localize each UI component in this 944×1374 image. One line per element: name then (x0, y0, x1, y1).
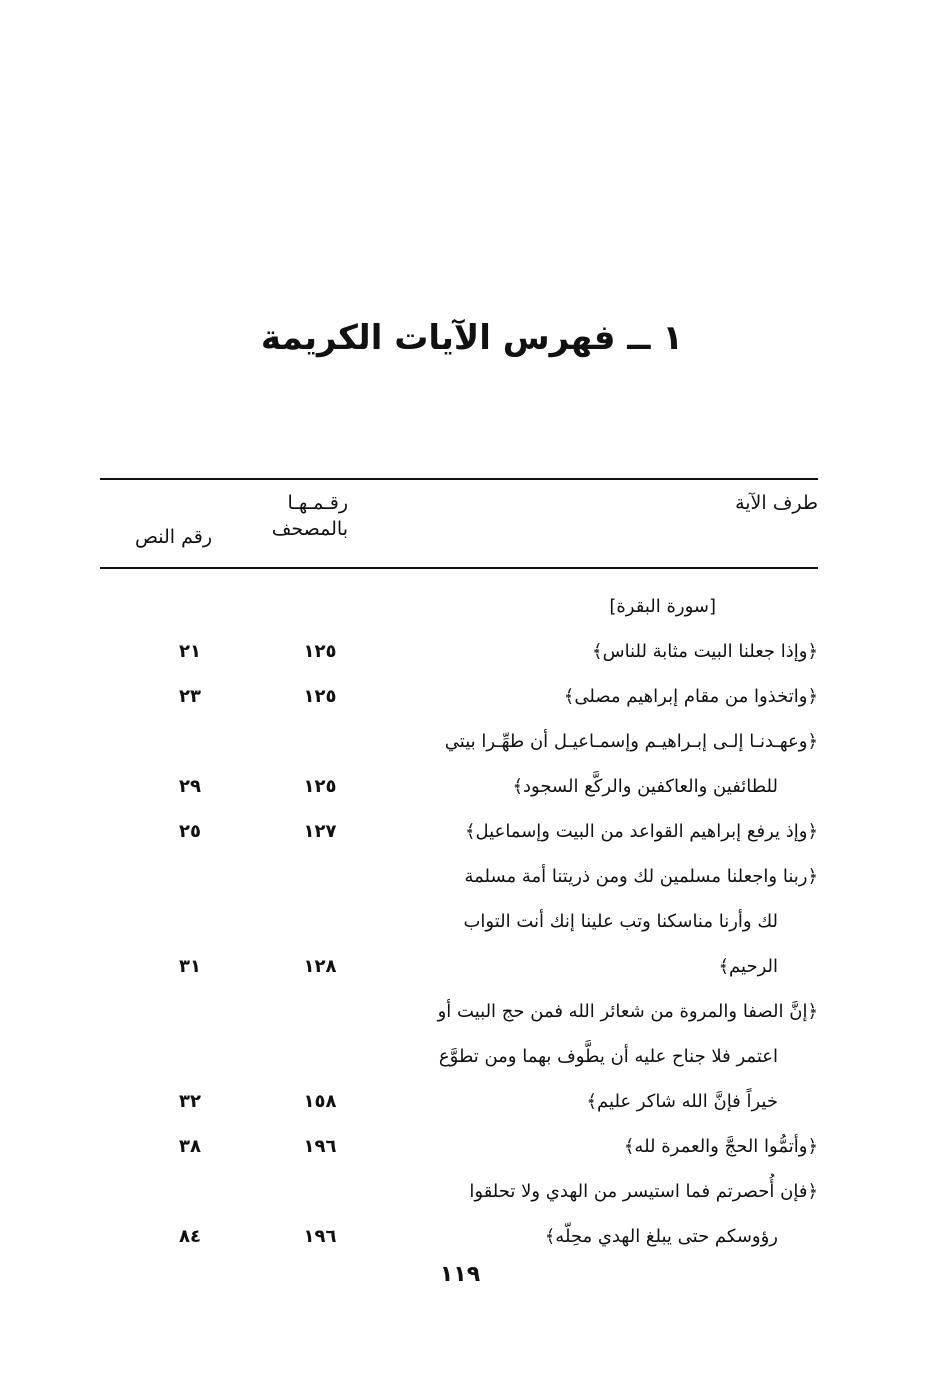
text-number: ٢٣ (179, 686, 201, 707)
page-title: ١ ــ فهرس الآيات الكريمة (260, 318, 684, 358)
table-row (0, 674, 944, 719)
table-header-rule (100, 567, 818, 569)
text-number (160, 989, 220, 1034)
header-mushaf-line1: رقـمـهـا (287, 492, 348, 514)
table-row (0, 1214, 944, 1259)
mushaf-number: ١٢٥ (303, 776, 337, 797)
verse-text: ﴿فإن أُحصرتم فما استيسر من الهدي ولا تحلقوا (469, 1181, 818, 1202)
text-number: ٢٩ (179, 776, 201, 797)
table-row (0, 899, 944, 944)
table-row (0, 1169, 944, 1214)
mushaf-number (290, 719, 350, 764)
table-top-rule (100, 478, 818, 480)
table-row (0, 584, 944, 629)
header-verse: طرف الآية (735, 492, 818, 514)
mushaf-number: ١٢٥ (303, 641, 337, 662)
text-number (160, 1169, 220, 1214)
text-number: ٢٥ (179, 821, 201, 842)
text-number (160, 1034, 220, 1079)
header-mushaf-number (248, 490, 348, 542)
verse-text: رؤوسكم حتى يبلغ الهدي محِلّه﴾ (544, 1226, 778, 1247)
verse-text: للطائفين والعاكفين والركَّع السجود﴾ (512, 776, 778, 797)
text-number: ٣٢ (179, 1091, 201, 1112)
verse-text: ﴿وعهـدنـا إلـى إبـراهيـم وإسمـاعيـل أن طهِّـرا بيتي (444, 731, 818, 752)
text-number: ٢١ (179, 641, 201, 662)
text-number (160, 899, 220, 944)
table-row (0, 719, 944, 764)
mushaf-number (290, 989, 350, 1034)
verse-table-body (0, 584, 944, 1259)
text-number (160, 719, 220, 764)
verse-text: ﴿وإذ يرفع إبراهيم القواعد من البيت وإسماعيل﴾ (464, 821, 818, 842)
mushaf-number: ١٢٨ (303, 956, 337, 977)
verse-text: الرحيم﴾ (718, 956, 778, 977)
table-row (0, 1124, 944, 1169)
table-row (0, 764, 944, 809)
mushaf-number: ١٢٥ (303, 686, 337, 707)
table-row (0, 629, 944, 674)
table-row (0, 1079, 944, 1124)
mushaf-number (290, 899, 350, 944)
verse-text: ﴿وإذا جعلنا البيت مثابة للناس﴾ (592, 641, 818, 662)
surah-heading: [سورة البقرة] (609, 596, 716, 617)
table-row (0, 944, 944, 989)
verse-text: خيراً فإنَّ الله شاكر عليم﴾ (586, 1091, 778, 1112)
header-mushaf-line2: بالمصحف (271, 518, 348, 540)
verse-text: ﴿وأتمُّوا الحجَّ والعمرة لله﴾ (623, 1136, 818, 1157)
text-number: ٨٤ (179, 1226, 201, 1247)
table-row (0, 1034, 944, 1079)
text-number (160, 854, 220, 899)
mushaf-number: ١٢٧ (303, 821, 337, 842)
page-number: ١١٩ (439, 1262, 481, 1287)
verse-text: ﴿واتخذوا من مقام إبراهيم مصلى﴾ (563, 686, 818, 707)
mushaf-number (290, 854, 350, 899)
table-row (0, 854, 944, 899)
verse-text: ﴿إنَّ الصفا والمروة من شعائر الله فمن حج البيت أو (437, 1001, 818, 1022)
table-row (0, 989, 944, 1034)
verse-text: اعتمر فلا جناح عليه أن يطَّوف بهما ومن تطوَّع (438, 1046, 778, 1067)
verse-text: ﴿ربنا واجعلنا مسلمين لك ومن ذريتنا أمة مسلمة (464, 866, 818, 887)
verse-text: لك وأرنا مناسكنا وتب علينا إنك أنت التواب (463, 911, 778, 932)
mushaf-number (290, 1034, 350, 1079)
mushaf-number: ١٥٨ (303, 1091, 337, 1112)
mushaf-number: ١٩٦ (303, 1136, 337, 1157)
text-number: ٣٨ (179, 1136, 201, 1157)
mushaf-number: ١٩٦ (303, 1226, 337, 1247)
table-row (0, 809, 944, 854)
mushaf-number (290, 584, 350, 629)
text-number (160, 584, 220, 629)
text-number: ٣١ (179, 956, 201, 977)
mushaf-number (290, 1169, 350, 1214)
header-text-number: رقم النص (134, 526, 212, 548)
